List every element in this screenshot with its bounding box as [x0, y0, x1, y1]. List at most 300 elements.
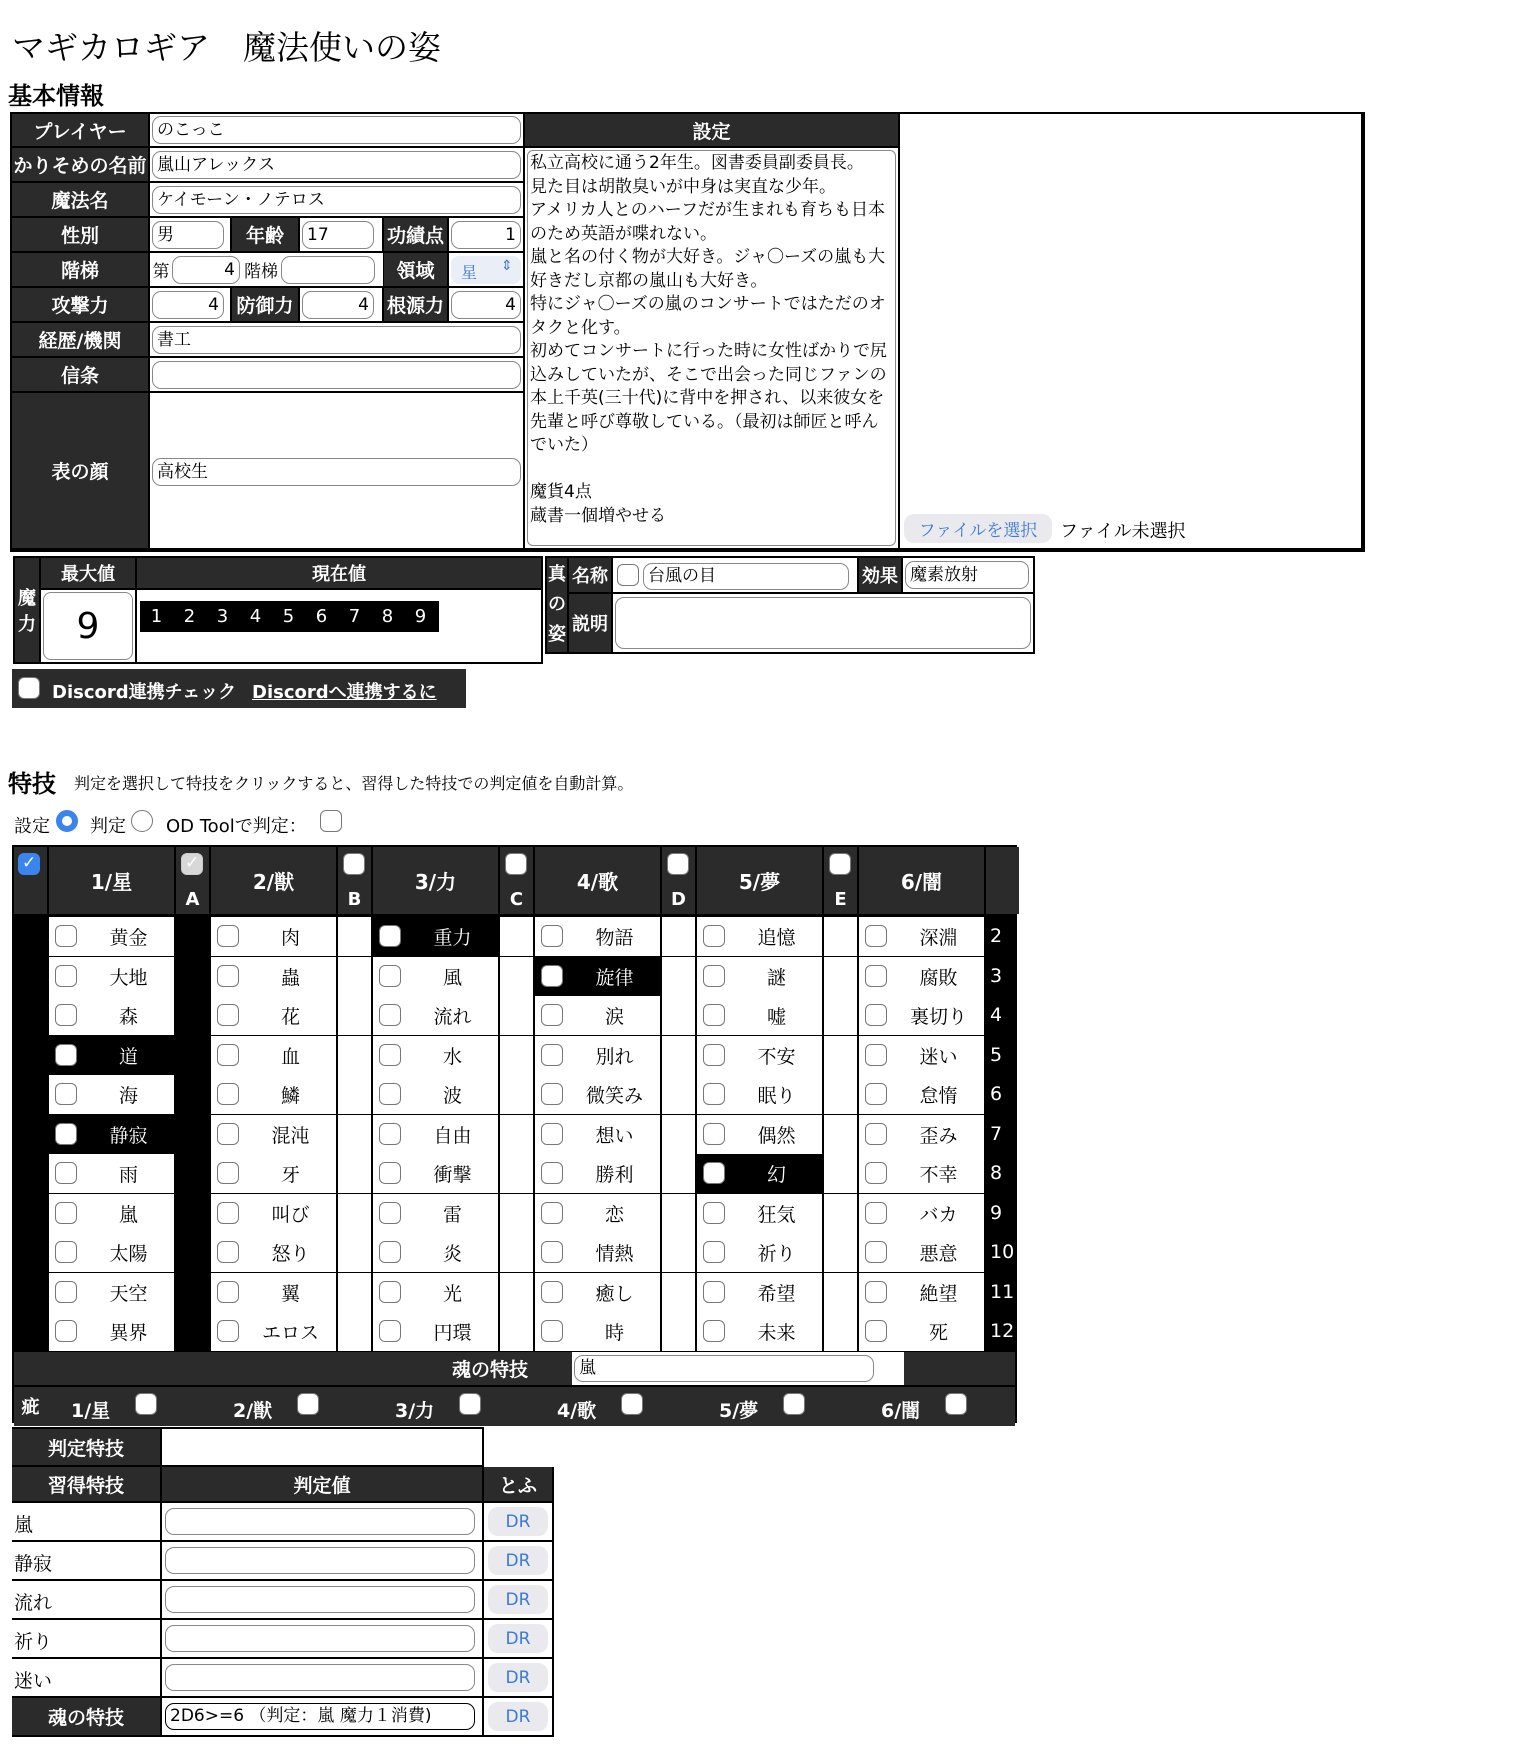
skill-name: 異界 — [109, 1322, 148, 1344]
skill-checkbox[interactable] — [217, 1162, 239, 1184]
age-input[interactable]: 17 — [302, 221, 374, 249]
skill-cell[interactable] — [535, 917, 660, 956]
career-label: 経歴/機関 — [12, 323, 148, 356]
separator-cell — [824, 1194, 857, 1233]
skill-checkbox[interactable] — [541, 1241, 563, 1263]
skill-checkbox[interactable] — [55, 1004, 77, 1026]
skill-checkbox[interactable] — [865, 1241, 887, 1263]
separator-cell — [500, 957, 533, 996]
row-number: 2 — [990, 925, 1003, 947]
file-status: ファイル未選択 — [1060, 521, 1186, 542]
soul-skill-label: 魂の特技 — [410, 1352, 570, 1385]
skill-checkbox[interactable] — [703, 1202, 725, 1224]
mode-setting-radio[interactable] — [56, 810, 78, 832]
magicname-input[interactable]: ケイモーン・ノテロス — [152, 186, 521, 214]
skill-cell[interactable] — [697, 1075, 822, 1114]
discord-link[interactable]: Discordへ連携するには？ — [252, 682, 437, 729]
magic-current-label: 現在値 — [137, 558, 541, 588]
separator-cell — [824, 1233, 857, 1272]
separator-cell — [176, 1273, 209, 1312]
skill-checkbox[interactable] — [379, 1044, 401, 1066]
separator-cell — [500, 1154, 533, 1193]
judge-row-value-input[interactable] — [165, 1625, 475, 1652]
skill-cell[interactable] — [859, 996, 984, 1035]
skill-cell[interactable] — [211, 1154, 336, 1193]
separator-cell — [662, 1312, 695, 1351]
skill-cell[interactable] — [697, 1233, 822, 1272]
judge-row-skill: 静寂 — [12, 1542, 160, 1579]
separator-cell — [338, 1233, 371, 1272]
rank-prefix: 第 — [152, 262, 170, 282]
skill-cell[interactable] — [211, 1075, 336, 1114]
skill-checkbox[interactable] — [541, 1004, 563, 1026]
separator-cell — [176, 1154, 209, 1193]
skill-cell[interactable] — [373, 1115, 498, 1154]
rank2-input[interactable] — [281, 256, 375, 284]
skill-checkbox[interactable] — [703, 925, 725, 947]
separator-cell — [176, 1075, 209, 1114]
skill-checkbox[interactable] — [865, 925, 887, 947]
skill-checkbox[interactable] — [541, 1320, 563, 1342]
skill-cell[interactable] — [373, 1194, 498, 1233]
dr-button[interactable]: DR — [488, 1585, 548, 1614]
skill-checkbox[interactable] — [379, 1123, 401, 1145]
skill-cell[interactable] — [535, 1312, 660, 1351]
skill-cell[interactable] — [697, 1194, 822, 1233]
skill-cell[interactable] — [373, 1273, 498, 1312]
belief-label: 信条 — [12, 358, 148, 391]
dr-button[interactable]: DR — [488, 1663, 548, 1692]
true-form-desc-input[interactable] — [615, 597, 1031, 649]
skill-cell[interactable] — [535, 1154, 660, 1193]
skill-checkbox[interactable] — [55, 1162, 77, 1184]
rank-suffix: 階梯 — [244, 262, 278, 282]
true-form-name-input[interactable]: 台風の目 — [643, 563, 849, 590]
merit-input[interactable]: 1 — [451, 221, 521, 249]
judge-row-value-input[interactable] — [165, 1586, 475, 1613]
skill-cell[interactable] — [859, 1273, 984, 1312]
skill-cell[interactable] — [373, 1036, 498, 1075]
dr-button[interactable]: DR — [488, 1702, 548, 1731]
discord-bar — [12, 669, 466, 729]
skill-checkbox[interactable] — [217, 1320, 239, 1342]
skill-name: 円環 — [433, 1322, 472, 1344]
dr-button[interactable]: DR — [488, 1546, 548, 1575]
skill-name: 重力 — [433, 927, 472, 949]
soul-skill-input[interactable]: 嵐 — [574, 1355, 874, 1382]
acquired-label: 習得特技 — [12, 1467, 160, 1501]
separator-cell — [824, 1036, 857, 1075]
row-number: 6 — [990, 1083, 1003, 1105]
skill-cell[interactable] — [211, 1036, 336, 1075]
skill-cell[interactable] — [49, 1036, 174, 1075]
skill-cell[interactable] — [535, 1233, 660, 1272]
separator-cell — [500, 1233, 533, 1272]
separator-cell — [338, 1115, 371, 1154]
skill-cell[interactable] — [697, 1036, 822, 1075]
flaw-checkbox[interactable] — [459, 1393, 481, 1415]
separator-cell — [500, 1312, 533, 1351]
skill-name: 追憶 — [757, 927, 796, 949]
skill-cell[interactable] — [211, 1312, 336, 1351]
separator-label: C — [509, 889, 524, 910]
skill-cell[interactable] — [49, 1312, 174, 1351]
career-input[interactable]: 書工 — [152, 326, 521, 354]
skill-column-header: 2/獣 — [211, 847, 336, 914]
skill-name: 光 — [442, 1282, 462, 1305]
skill-checkbox[interactable] — [217, 1123, 239, 1145]
separator-cell — [338, 1273, 371, 1312]
skill-checkbox[interactable] — [703, 1083, 725, 1105]
separator-label: D — [671, 889, 686, 910]
skill-cell[interactable] — [373, 1075, 498, 1114]
skill-cell[interactable] — [859, 1312, 984, 1351]
skill-checkbox[interactable] — [379, 925, 401, 947]
separator-cell — [500, 1273, 533, 1312]
skill-checkbox[interactable] — [541, 1123, 563, 1145]
skill-name: 偶然 — [757, 1124, 796, 1147]
dr-button[interactable]: DR — [488, 1624, 548, 1653]
separator-cell — [662, 917, 695, 956]
skill-cell[interactable] — [697, 917, 822, 956]
dr-button[interactable]: DR — [488, 1507, 548, 1536]
mode-judge-label: 判定 — [90, 816, 126, 837]
separator-cell — [662, 1036, 695, 1075]
skill-cell[interactable] — [211, 996, 336, 1035]
skill-cell[interactable] — [859, 1075, 984, 1114]
skill-cell[interactable] — [49, 1233, 174, 1272]
skill-checkbox[interactable] — [379, 1004, 401, 1026]
skill-cell[interactable] — [211, 957, 336, 996]
flaw-item — [535, 1387, 660, 1426]
skill-checkbox[interactable] — [379, 1162, 401, 1184]
skill-checkbox[interactable] — [379, 1083, 401, 1105]
skill-checkbox[interactable] — [703, 1162, 725, 1184]
discord-label: Discord連携チェック — [52, 682, 237, 703]
flaw-checkbox[interactable] — [135, 1393, 157, 1415]
skill-checkbox[interactable] — [55, 965, 77, 987]
flaw-checkbox[interactable] — [621, 1393, 643, 1415]
skill-checkbox[interactable] — [703, 965, 725, 987]
skill-cell[interactable] — [49, 957, 174, 996]
skill-cell[interactable] — [535, 1075, 660, 1114]
skill-cell[interactable] — [373, 1154, 498, 1193]
skills-heading: 特技 — [8, 770, 56, 798]
skill-checkbox[interactable] — [55, 1320, 77, 1342]
domain-select-value: 星 — [461, 263, 478, 282]
skill-checkbox[interactable] — [541, 1281, 563, 1303]
skill-checkbox[interactable] — [217, 1004, 239, 1026]
skill-checkbox[interactable] — [541, 965, 563, 987]
attack-label: 攻撃力 — [12, 288, 148, 321]
skill-cell[interactable] — [211, 1273, 336, 1312]
skill-name: 流れ — [433, 1006, 472, 1028]
judge-row-value-input[interactable] — [165, 1508, 475, 1535]
skill-checkbox[interactable] — [379, 1202, 401, 1224]
skill-cell[interactable] — [373, 957, 498, 996]
magic-cell[interactable]: 3 — [216, 606, 229, 627]
separator-cell — [338, 1154, 371, 1193]
skill-name: 森 — [118, 1006, 138, 1028]
dice-label: とふ — [484, 1467, 552, 1501]
judge-row-value-input[interactable] — [165, 1547, 475, 1574]
skill-column-header: 5/夢 — [697, 847, 822, 914]
judge-row-value-input[interactable] — [165, 1664, 475, 1691]
tempname-input[interactable]: 嵐山アレックス — [152, 151, 521, 179]
defense-input[interactable]: 4 — [302, 291, 374, 319]
skill-checkbox[interactable] — [379, 1241, 401, 1263]
gender-label: 性別 — [12, 218, 148, 251]
merit-label: 功績点 — [384, 218, 447, 251]
skill-checkbox[interactable] — [541, 1083, 563, 1105]
skill-checkbox[interactable] — [217, 1202, 239, 1224]
separator-cell — [176, 996, 209, 1035]
skill-name: 黄金 — [109, 927, 148, 949]
belief-input[interactable] — [152, 361, 521, 389]
skill-name: 自由 — [433, 1124, 472, 1147]
skill-column-header: 3/力 — [373, 847, 498, 914]
rank-input[interactable]: 4 — [172, 256, 240, 284]
skill-cell[interactable] — [49, 1273, 174, 1312]
skill-checkbox[interactable] — [703, 1044, 725, 1066]
setting-textarea[interactable]: 私立高校に通う2年生。図書委員副委員長。 見た目は胡散臭いが中身は実直な少年。 アメリカ人とのハーフだが生まれも育ちも日本のため英語が喋れない。 嵐と名の付く物が大好き。ジャ〇ーズの嵐も大好きだし京都の嵐山も大好き。 特にジャ〇ーズの嵐のコンサートではただのオタクと化す。 初めてコンサートに行った時に女性ばかりで尻込みしていたが、そこで出会った同じファンの本上千英(三十代)に背中を押され、以来彼女を先輩と呼び尊敬している。（最初は師匠と呼んでいた） 魔貨4点 蔵書一個増やせる — [527, 150, 896, 546]
skill-checkbox[interactable] — [865, 1083, 887, 1105]
row-number: 7 — [990, 1122, 1003, 1145]
skill-checkbox[interactable] — [217, 1241, 239, 1263]
skill-cell[interactable] — [535, 1194, 660, 1233]
skill-cell[interactable] — [697, 1312, 822, 1351]
skill-checkbox[interactable] — [217, 1044, 239, 1066]
skill-cell[interactable] — [859, 1154, 984, 1193]
separator-cell — [500, 1194, 533, 1233]
skill-name: 嘘 — [766, 1006, 786, 1028]
skill-checkbox[interactable] — [703, 1004, 725, 1026]
magic-cell[interactable]: 9 — [414, 606, 427, 627]
skill-name: 裏切り — [909, 1006, 967, 1028]
skill-cell[interactable] — [49, 1154, 174, 1193]
skills-table — [12, 845, 1017, 1423]
od-tool-checkbox[interactable] — [320, 810, 342, 832]
skill-name: 太陽 — [109, 1243, 148, 1265]
discord-checkbox[interactable] — [18, 677, 40, 699]
skill-cell[interactable] — [373, 917, 498, 956]
skill-cell[interactable] — [535, 1036, 660, 1075]
flaw-item-label: 1/星 — [71, 1399, 111, 1422]
mode-judge-radio[interactable] — [131, 810, 153, 832]
skill-name: 不安 — [757, 1045, 796, 1068]
separator-checkbox[interactable] — [505, 853, 527, 875]
magic-cell[interactable]: 4 — [249, 606, 262, 627]
age-label: 年齢 — [232, 218, 298, 251]
skill-checkbox[interactable] — [865, 1281, 887, 1303]
magic-cell[interactable]: 8 — [381, 606, 394, 627]
skill-cell[interactable] — [373, 1312, 498, 1351]
separator-cell — [500, 996, 533, 1035]
skill-checkbox[interactable] — [541, 1202, 563, 1224]
gender-input[interactable]: 男 — [152, 221, 224, 249]
skill-checkbox[interactable] — [865, 1162, 887, 1184]
skill-cell[interactable] — [211, 917, 336, 956]
skill-checkbox[interactable] — [379, 965, 401, 987]
magic-cell[interactable]: 1 — [150, 606, 163, 627]
od-tool-label: OD Toolで判定： — [166, 816, 307, 837]
skill-cell[interactable] — [535, 1273, 660, 1312]
skill-checkbox[interactable] — [55, 1241, 77, 1263]
skill-name: 悪意 — [919, 1243, 958, 1265]
skill-checkbox[interactable] — [865, 1044, 887, 1066]
skill-cell[interactable] — [697, 1115, 822, 1154]
row-number: 9 — [990, 1201, 1003, 1224]
separator-checkbox[interactable] — [829, 853, 851, 875]
skill-name: 恋 — [604, 1203, 624, 1226]
skill-cell[interactable] — [49, 917, 174, 956]
skill-cell[interactable] — [373, 996, 498, 1035]
attack-input[interactable]: 4 — [152, 291, 224, 319]
player-input[interactable]: のこっこ — [152, 116, 521, 144]
skill-cell[interactable] — [49, 1194, 174, 1233]
skill-checkbox[interactable] — [217, 1083, 239, 1105]
flaw-checkbox[interactable] — [945, 1393, 967, 1415]
separator-checkbox[interactable] — [343, 853, 365, 875]
skill-name: 水 — [442, 1045, 462, 1068]
skill-cell[interactable] — [535, 957, 660, 996]
skill-cell[interactable] — [859, 1233, 984, 1272]
separator-cell — [338, 996, 371, 1035]
skill-checkbox[interactable] — [55, 1083, 77, 1105]
skill-cell[interactable] — [211, 1115, 336, 1154]
source-input[interactable]: 4 — [451, 291, 521, 319]
skill-checkbox[interactable] — [703, 1241, 725, 1263]
flaw-item-label: 6/闇 — [881, 1399, 921, 1422]
skill-name: 別れ — [595, 1045, 634, 1068]
skill-cell[interactable] — [697, 996, 822, 1035]
skill-cell[interactable] — [373, 1233, 498, 1272]
magic-max-input[interactable]: 9 — [43, 592, 133, 660]
skill-checkbox[interactable] — [217, 965, 239, 987]
skill-checkbox[interactable] — [541, 1162, 563, 1184]
judge-soul-label: 魂の特技 — [12, 1698, 160, 1735]
skill-checkbox[interactable] — [865, 965, 887, 987]
separator-cell — [824, 1312, 857, 1351]
skill-name: 鱗 — [280, 1085, 300, 1107]
skill-checkbox[interactable] — [55, 1281, 77, 1303]
skill-name: 血 — [280, 1045, 300, 1068]
skill-cell[interactable] — [859, 917, 984, 956]
separator-cell — [500, 917, 533, 956]
true-form-desc-label: 説明 — [569, 594, 611, 652]
separator-checkbox[interactable] — [181, 853, 203, 875]
skill-cell[interactable] — [859, 1194, 984, 1233]
skill-name: 希望 — [757, 1282, 796, 1305]
skill-cell[interactable] — [49, 1075, 174, 1114]
separator-label: B — [347, 889, 362, 910]
skill-checkbox[interactable] — [865, 1202, 887, 1224]
flaw-item — [697, 1387, 822, 1426]
skill-name: 謎 — [766, 966, 786, 989]
skill-cell[interactable] — [859, 1115, 984, 1154]
skill-cell[interactable] — [697, 1154, 822, 1193]
skill-name: 旋律 — [595, 966, 634, 989]
magic-cell[interactable]: 7 — [348, 606, 361, 627]
basic-info-heading: 基本情報 — [8, 82, 104, 110]
skill-checkbox[interactable] — [865, 1320, 887, 1342]
skill-cell[interactable] — [211, 1233, 336, 1272]
skill-checkbox[interactable] — [541, 925, 563, 947]
skill-checkbox[interactable] — [703, 1281, 725, 1303]
skill-name: 涙 — [604, 1006, 624, 1028]
skill-cell[interactable] — [49, 996, 174, 1035]
judge-row-skill: 流れ — [12, 1581, 160, 1618]
separator-cell — [662, 1273, 695, 1312]
flaw-checkbox[interactable] — [783, 1393, 805, 1415]
face-input[interactable]: 高校生 — [152, 458, 521, 486]
true-form-checkbox[interactable] — [617, 564, 639, 586]
true-form-effect-input[interactable]: 魔素放射 — [905, 561, 1029, 589]
skill-checkbox[interactable] — [217, 925, 239, 947]
skill-checkbox[interactable] — [865, 1123, 887, 1145]
skill-name: 物語 — [595, 927, 634, 949]
skill-checkbox[interactable] — [865, 1004, 887, 1026]
skill-cell[interactable] — [49, 1115, 174, 1154]
skill-checkbox[interactable] — [55, 1123, 77, 1145]
true-form-side-label: 真 の 姿 — [547, 558, 567, 652]
flaw-item — [49, 1387, 174, 1426]
separator-cell — [338, 1194, 371, 1233]
separator-cell — [176, 917, 209, 956]
skill-name: 狂気 — [757, 1203, 796, 1226]
skill-cell[interactable] — [859, 1036, 984, 1075]
magic-max-label: 最大値 — [41, 558, 135, 588]
separator-checkbox[interactable] — [667, 853, 689, 875]
magic-cell[interactable]: 5 — [282, 606, 295, 627]
skill-cell[interactable] — [211, 1194, 336, 1233]
separator-cell — [824, 917, 857, 956]
domain-select[interactable] — [451, 256, 521, 284]
skill-cell[interactable] — [535, 996, 660, 1035]
skill-cell[interactable] — [859, 957, 984, 996]
flaw-checkbox[interactable] — [297, 1393, 319, 1415]
skill-cell[interactable] — [697, 957, 822, 996]
skill-name: 腐敗 — [919, 966, 958, 989]
skill-checkbox[interactable] — [55, 1044, 77, 1066]
all-checkbox[interactable] — [18, 853, 40, 875]
separator-cell — [824, 1154, 857, 1193]
skill-checkbox[interactable] — [217, 1281, 239, 1303]
skill-name: 迷い — [919, 1045, 958, 1068]
skill-checkbox[interactable] — [55, 1202, 77, 1224]
skill-cell[interactable] — [697, 1273, 822, 1312]
skill-name: 混沌 — [271, 1124, 310, 1147]
row-number: 8 — [990, 1162, 1003, 1184]
magic-cell[interactable]: 2 — [183, 606, 196, 627]
judge-soul-input[interactable]: 2D6>=6 （判定：嵐 魔力１消費) — [165, 1703, 475, 1730]
skill-checkbox[interactable] — [541, 1044, 563, 1066]
skill-checkbox[interactable] — [703, 1123, 725, 1145]
skill-checkbox[interactable] — [703, 1320, 725, 1342]
skill-checkbox[interactable] — [55, 925, 77, 947]
skill-checkbox[interactable] — [379, 1320, 401, 1342]
separator-cell — [338, 1075, 371, 1114]
skill-name: 静寂 — [109, 1124, 148, 1147]
skill-checkbox[interactable] — [379, 1281, 401, 1303]
skill-name: 大地 — [109, 966, 148, 989]
file-select-button[interactable]: ファイルを選択 — [904, 514, 1052, 543]
value-label: 判定値 — [162, 1467, 482, 1501]
skill-cell[interactable] — [535, 1115, 660, 1154]
row-number: 3 — [990, 964, 1003, 987]
magic-cell[interactable]: 6 — [315, 606, 328, 627]
skill-name: 肉 — [280, 927, 300, 949]
